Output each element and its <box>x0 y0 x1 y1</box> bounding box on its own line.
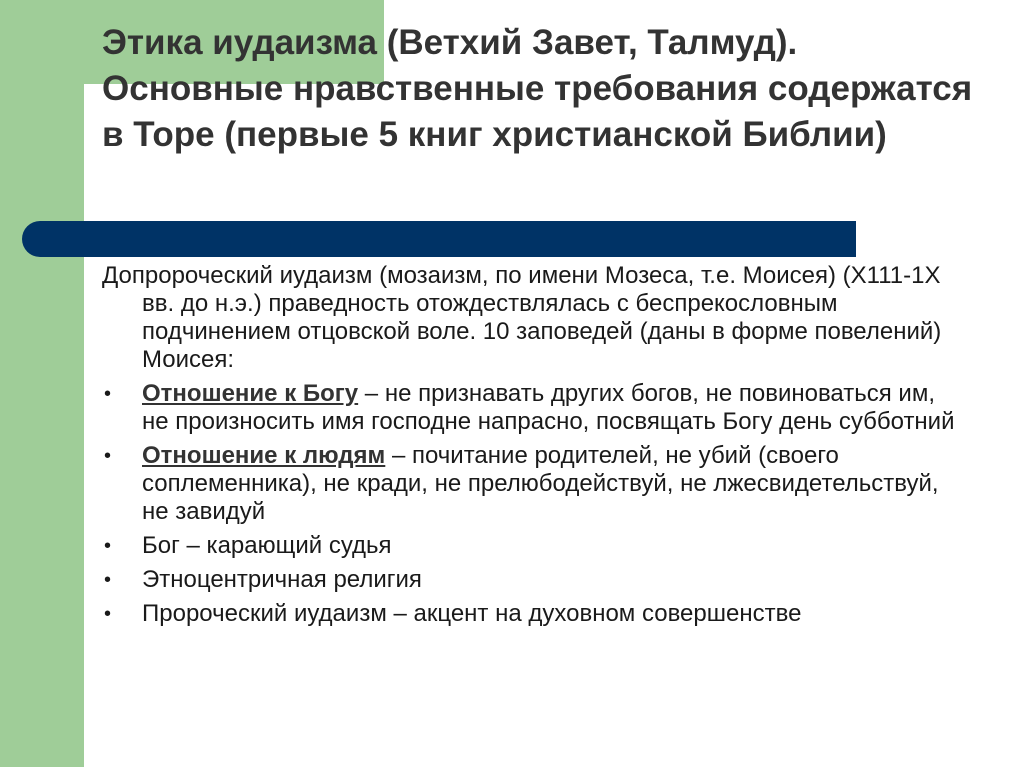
item-text: Бог – карающий судья <box>142 532 392 559</box>
item-text: – не признавать других богов, не повиноваться им, не произносить имя господне напрасно, посвящать Богу день субботний <box>142 380 955 435</box>
list-item <box>102 600 962 628</box>
bullet-icon: • <box>104 445 112 467</box>
slide-title: Этика иудаизма (Ветхий Завет, Талмуд). Основные нравственные требования содержатся в Торе (первые 5 книг христианской Библии) <box>102 23 973 154</box>
list-item <box>102 380 962 436</box>
bullet-icon: • <box>104 383 112 405</box>
item-text: – почитание родителей, не убий (своего соплеменника), не кради, не прелюбодействуй, не лжесвидетельствуй, не завидуй <box>142 442 939 525</box>
item-text: Этноцентричная религия <box>142 566 422 593</box>
list-item <box>102 566 962 594</box>
item-term: Отношение к Богу <box>142 380 359 407</box>
title-divider-bar <box>22 221 856 257</box>
item-text: Пророческий иудаизм – акцент на духовном совершенстве <box>142 600 802 627</box>
list-item <box>102 442 962 526</box>
item-term: Отношение к людям <box>142 442 386 469</box>
bullet-icon: • <box>104 535 112 557</box>
bullet-icon: • <box>104 569 112 591</box>
bullet-list <box>102 380 962 628</box>
decor-green-band <box>0 0 84 767</box>
list-item <box>102 532 962 560</box>
intro-paragraph: Допророческий иудаизм (мозаизм, по имени Мозеса, т.е. Моисея) (Х111-1Х вв. до н.э.) праведность отождествлялась с беспрекословным подчинением отцовской воле. 10 заповедей (даны в форме повелений) Моисея: <box>102 262 942 373</box>
bullet-icon: • <box>104 603 112 625</box>
slide-body <box>102 262 962 634</box>
